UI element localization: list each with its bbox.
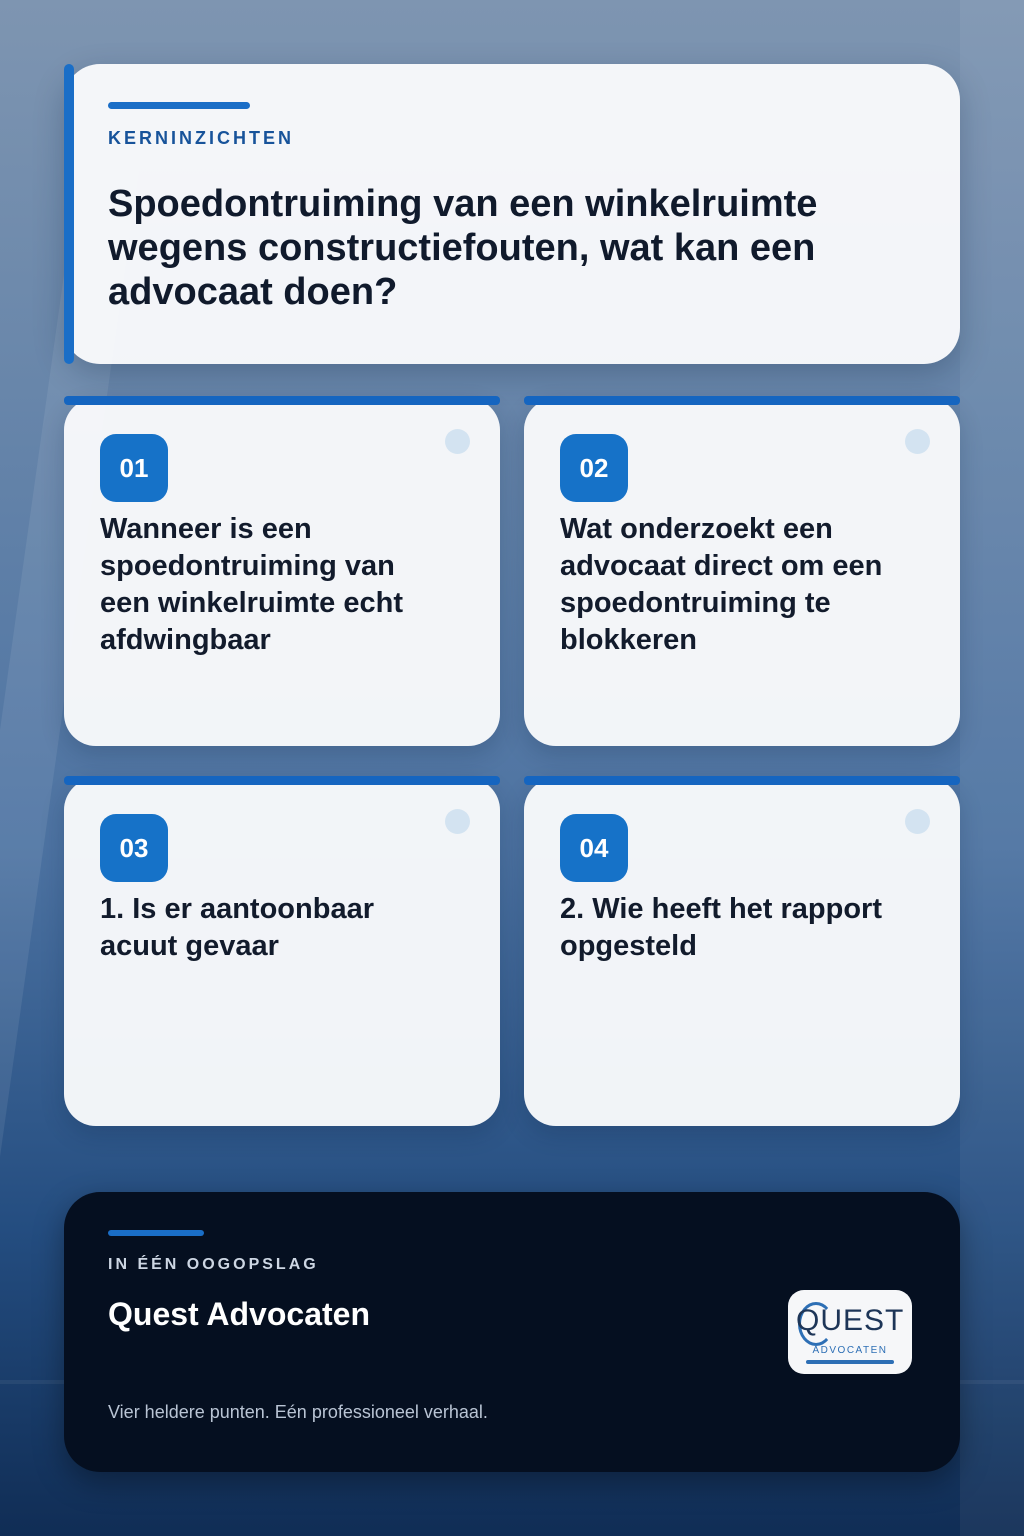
card-number-badge: 01 [100,434,168,502]
card-accent-line [64,396,500,405]
insight-card-02 [524,398,960,746]
footer-tagline: Vier heldere punten. Eén professioneel verhaal. [108,1402,488,1422]
card-accent-line [64,776,500,785]
logo-underline [806,1360,894,1364]
logo-subtitle: ADVOCATEN [812,1345,888,1356]
card-number-badge: 03 [100,814,168,882]
footer-panel [64,1192,960,1472]
card-dot-decoration [445,809,470,834]
footer-kicker: IN ÉÉN OOGOPSLAG [108,1256,319,1273]
insight-card-04 [524,778,960,1126]
quest-logo [788,1290,912,1374]
card-dot-decoration [445,429,470,454]
header-accent-stripe [64,64,74,364]
card-text: Wanneer is een spoedontruiming van een winkelruimte echt afdwingbaar [100,513,403,656]
card-accent-line [524,396,960,405]
header-card [64,64,960,364]
footer-brand-name: Quest Advocaten [108,1296,370,1332]
card-accent-line [524,776,960,785]
card-number-badge: 04 [560,814,628,882]
card-text: 2. Wie heeft het rapport opgesteld [560,893,883,962]
card-text: Wat onderzoekt een advocaat direct om een spoedontruiming te blokkeren [560,513,883,656]
card-dot-decoration [905,429,930,454]
card-number-badge: 02 [560,434,628,502]
card-text: 1. Is er aantoonbaar acuut gevaar [100,893,374,962]
insight-card-03 [64,778,500,1126]
page-title: Spoedontruiming van een winkelruimte wegens constructiefouten, wat kan een advocaat doen? [108,183,818,313]
header-kicker: KERNINZICHTEN [108,128,294,148]
insight-card-01 [64,398,500,746]
logo-wordmark: QUEST [796,1304,905,1337]
header-accent-bar [108,102,250,109]
footer-accent-bar [108,1230,204,1236]
card-dot-decoration [905,809,930,834]
